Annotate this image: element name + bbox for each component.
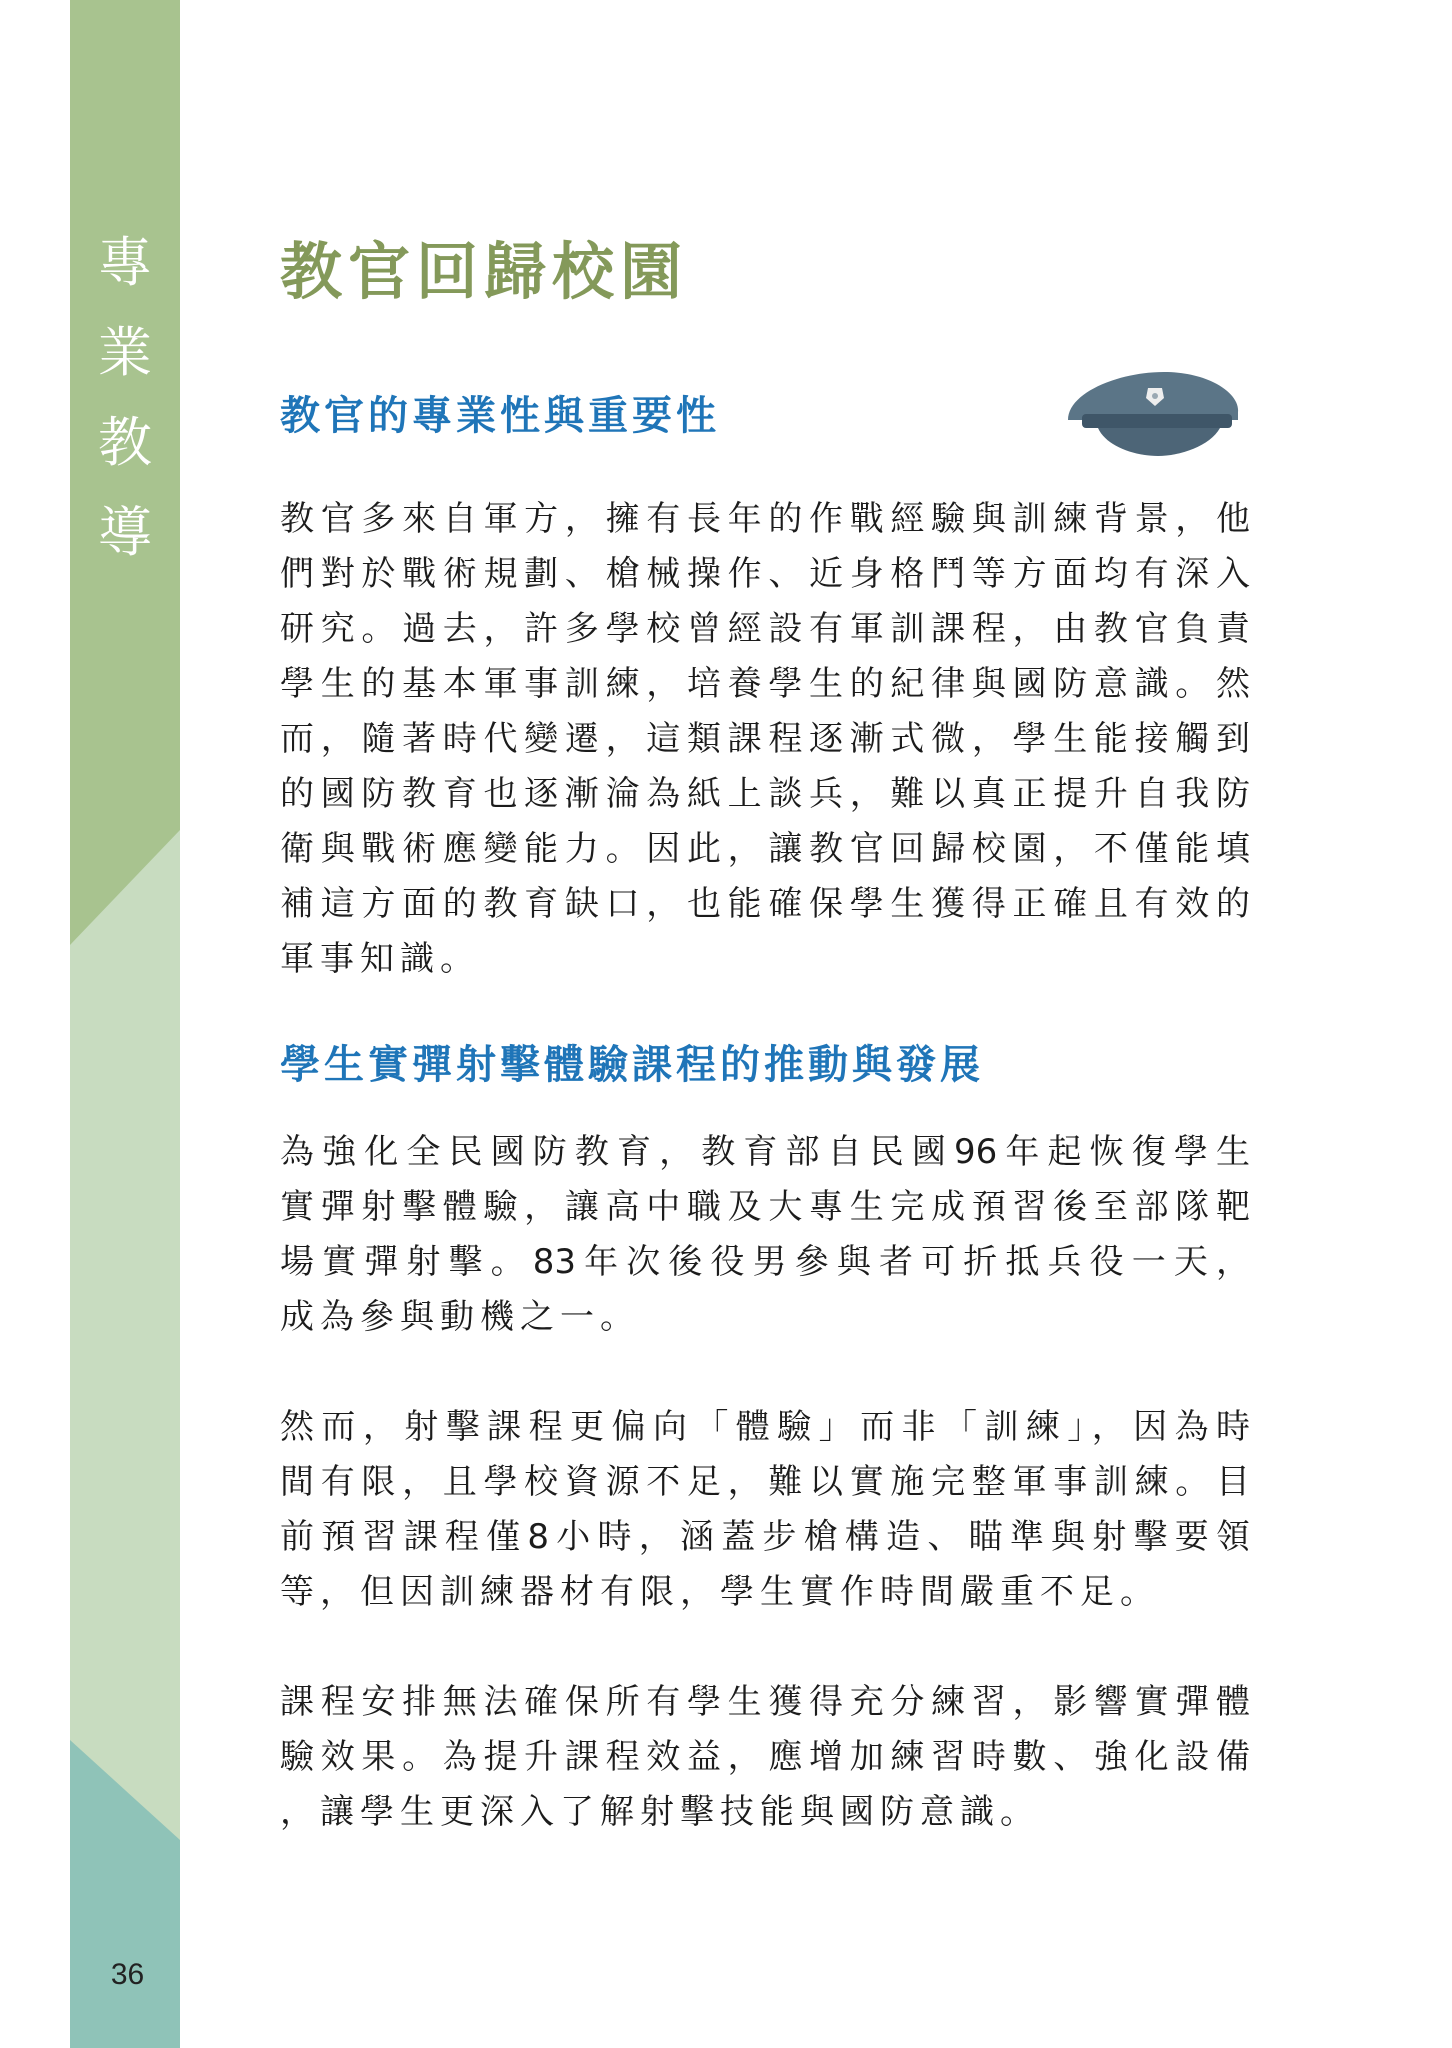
sidebar-title-char: 導 [98,501,152,564]
paragraph-line: 等，但因訓練器材有限，學生實作時間嚴重不足。 [280,1572,1160,1612]
paragraph-line: 學生的基本軍事訓練，培養學生的紀律與國防意識。然 [280,664,1250,704]
paragraph-line: 們對於戰術規劃、槍械操作、近身格鬥等方面均有深入 [280,554,1250,594]
paragraph [280,1400,1250,1620]
paragraph-line: 的國防教育也逐漸淪為紙上談兵，難以真正提升自我防 [280,774,1250,814]
section-heading: 教官的專業性與重要性 [280,393,720,439]
page-number: 36 [110,1958,145,1991]
paragraph-line: 然而，射擊課程更偏向「體驗」而非「訓練」，因為時 [280,1407,1250,1447]
section-heading: 學生實彈射擊體驗課程的推動與發展 [280,1042,984,1088]
sidebar-title-char: 專 [98,231,152,294]
paragraph [280,492,1250,987]
sidebar-title-char: 教 [98,411,152,474]
page-title: 教官回歸校園 [280,235,689,308]
paragraph-line: 課程安排無法確保所有學生獲得充分練習，影響實彈體 [280,1682,1250,1722]
sidebar-title-char: 業 [98,321,152,384]
paragraph [280,1675,1250,1840]
paragraph-line: 驗效果。為提升課程效益，應增加練習時數、強化設備 [280,1737,1250,1777]
paragraph-line: 補這方面的教育缺口，也能確保學生獲得正確且有效的 [280,884,1250,924]
paragraph-line: 研究。過去，許多學校曾經設有軍訓課程，由教官負責 [280,609,1250,649]
paragraph-line: 成為參與動機之一。 [280,1297,640,1337]
paragraph-line: 軍事知識。 [280,939,480,979]
sidebar-title [70,218,180,578]
paragraph-line: 為強化全民國防教育，教育部自民國96年起恢復學生 [280,1132,1250,1172]
paragraph-line: 間有限，且學校資源不足，難以實施完整軍事訓練。目 [280,1462,1250,1502]
paragraph-line: 實彈射擊體驗，讓高中職及大專生完成預習後至部隊靶 [280,1187,1250,1227]
officer-cap-icon [1060,368,1245,462]
paragraph-line: 前預習課程僅8小時，涵蓋步槍構造、瞄準與射擊要領 [280,1517,1250,1557]
paragraph-line: 場實彈射擊。83年次後役男參與者可折抵兵役一天， [280,1242,1250,1282]
paragraph [280,1125,1250,1345]
sidebar [70,0,180,2048]
paragraph-line: ，讓學生更深入了解射擊技能與國防意識。 [280,1792,1040,1832]
paragraph-line: 而，隨著時代變遷，這類課程逐漸式微，學生能接觸到 [280,719,1250,759]
paragraph-line: 教官多來自軍方，擁有長年的作戰經驗與訓練背景，他 [280,499,1250,539]
paragraph-line: 衛與戰術應變能力。因此，讓教官回歸校園，不僅能填 [280,829,1250,869]
